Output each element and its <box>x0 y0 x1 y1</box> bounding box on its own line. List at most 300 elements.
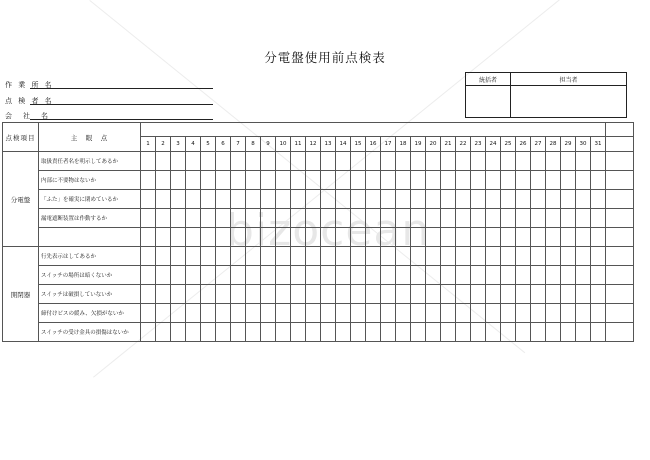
check-cell[interactable] <box>396 304 411 323</box>
check-cell[interactable] <box>426 304 441 323</box>
check-cell[interactable] <box>216 285 231 304</box>
check-cell[interactable] <box>171 323 186 342</box>
check-cell[interactable] <box>411 247 426 266</box>
check-cell[interactable] <box>531 304 546 323</box>
check-cell[interactable] <box>261 285 276 304</box>
check-cell[interactable] <box>216 304 231 323</box>
check-cell[interactable] <box>441 266 456 285</box>
check-cell[interactable] <box>186 209 201 228</box>
check-cell[interactable] <box>246 152 261 171</box>
check-cell[interactable] <box>306 323 321 342</box>
check-cell[interactable] <box>171 304 186 323</box>
check-cell[interactable] <box>276 171 291 190</box>
check-cell[interactable] <box>426 266 441 285</box>
check-cell[interactable] <box>231 266 246 285</box>
check-cell[interactable] <box>546 266 561 285</box>
check-cell[interactable] <box>396 190 411 209</box>
check-cell[interactable] <box>531 209 546 228</box>
check-cell[interactable] <box>531 171 546 190</box>
check-cell[interactable] <box>186 323 201 342</box>
check-cell[interactable] <box>141 152 156 171</box>
check-cell[interactable] <box>531 247 546 266</box>
check-cell[interactable] <box>156 285 171 304</box>
check-cell[interactable] <box>321 266 336 285</box>
check-cell[interactable] <box>351 304 366 323</box>
check-cell[interactable] <box>561 323 576 342</box>
check-cell[interactable] <box>576 171 591 190</box>
check-cell[interactable] <box>516 228 531 247</box>
check-cell[interactable] <box>336 285 351 304</box>
check-cell[interactable] <box>486 209 501 228</box>
check-cell[interactable] <box>456 304 471 323</box>
check-cell[interactable] <box>561 304 576 323</box>
check-cell[interactable] <box>381 190 396 209</box>
check-cell[interactable] <box>216 190 231 209</box>
check-cell[interactable] <box>516 190 531 209</box>
check-cell[interactable] <box>201 323 216 342</box>
check-cell[interactable] <box>441 171 456 190</box>
check-cell[interactable] <box>261 228 276 247</box>
check-cell[interactable] <box>141 285 156 304</box>
check-cell[interactable] <box>501 323 516 342</box>
check-cell[interactable] <box>246 285 261 304</box>
check-cell[interactable] <box>171 190 186 209</box>
check-cell[interactable] <box>156 209 171 228</box>
check-cell[interactable] <box>381 152 396 171</box>
check-cell[interactable] <box>501 228 516 247</box>
check-cell[interactable] <box>216 209 231 228</box>
check-cell[interactable] <box>591 266 606 285</box>
check-cell[interactable] <box>261 266 276 285</box>
check-cell[interactable] <box>261 152 276 171</box>
check-cell[interactable] <box>576 209 591 228</box>
check-cell[interactable] <box>471 171 486 190</box>
check-cell[interactable] <box>186 190 201 209</box>
check-cell[interactable] <box>486 228 501 247</box>
check-cell[interactable] <box>576 266 591 285</box>
check-cell[interactable] <box>366 266 381 285</box>
check-cell[interactable] <box>231 152 246 171</box>
check-cell[interactable] <box>231 323 246 342</box>
check-cell[interactable] <box>561 266 576 285</box>
check-cell[interactable] <box>351 285 366 304</box>
check-cell[interactable] <box>381 171 396 190</box>
check-cell[interactable] <box>456 285 471 304</box>
check-cell[interactable] <box>486 152 501 171</box>
check-cell[interactable] <box>411 209 426 228</box>
check-cell[interactable] <box>381 323 396 342</box>
check-cell[interactable] <box>276 152 291 171</box>
check-cell[interactable] <box>366 247 381 266</box>
check-cell[interactable] <box>306 152 321 171</box>
check-cell[interactable] <box>336 209 351 228</box>
check-cell[interactable] <box>261 209 276 228</box>
check-cell[interactable] <box>366 152 381 171</box>
check-cell[interactable] <box>171 285 186 304</box>
check-cell[interactable] <box>501 171 516 190</box>
check-cell[interactable] <box>411 171 426 190</box>
check-cell[interactable] <box>291 152 306 171</box>
check-cell[interactable] <box>471 152 486 171</box>
check-cell[interactable] <box>591 304 606 323</box>
check-cell[interactable] <box>531 266 546 285</box>
check-cell[interactable] <box>456 323 471 342</box>
check-cell[interactable] <box>501 247 516 266</box>
check-cell[interactable] <box>531 190 546 209</box>
check-cell[interactable] <box>501 209 516 228</box>
check-cell[interactable] <box>366 228 381 247</box>
check-cell[interactable] <box>231 190 246 209</box>
check-cell[interactable] <box>381 247 396 266</box>
approval-stamp-cell[interactable] <box>466 86 511 118</box>
check-cell[interactable] <box>306 190 321 209</box>
check-cell[interactable] <box>561 152 576 171</box>
check-cell[interactable] <box>201 266 216 285</box>
check-cell[interactable] <box>501 266 516 285</box>
check-cell[interactable] <box>456 247 471 266</box>
check-cell[interactable] <box>441 304 456 323</box>
check-cell[interactable] <box>321 171 336 190</box>
check-cell[interactable] <box>516 152 531 171</box>
site-name-field[interactable] <box>30 88 213 89</box>
check-cell[interactable] <box>486 323 501 342</box>
inspector-name-field[interactable] <box>30 104 213 105</box>
check-cell[interactable] <box>546 285 561 304</box>
check-cell[interactable] <box>306 171 321 190</box>
check-cell[interactable] <box>546 247 561 266</box>
check-cell[interactable] <box>456 228 471 247</box>
check-cell[interactable] <box>156 171 171 190</box>
check-cell[interactable] <box>471 285 486 304</box>
check-cell[interactable] <box>261 323 276 342</box>
check-cell[interactable] <box>486 247 501 266</box>
check-cell[interactable] <box>156 323 171 342</box>
check-cell[interactable] <box>246 228 261 247</box>
check-cell[interactable] <box>381 228 396 247</box>
check-cell[interactable] <box>351 152 366 171</box>
check-cell[interactable] <box>291 247 306 266</box>
check-cell[interactable] <box>231 171 246 190</box>
check-cell[interactable] <box>591 171 606 190</box>
check-cell[interactable] <box>426 190 441 209</box>
check-cell[interactable] <box>351 209 366 228</box>
check-cell[interactable] <box>441 209 456 228</box>
check-cell[interactable] <box>366 304 381 323</box>
check-cell[interactable] <box>396 152 411 171</box>
check-cell[interactable] <box>441 152 456 171</box>
check-cell[interactable] <box>561 247 576 266</box>
check-cell[interactable] <box>531 285 546 304</box>
check-cell[interactable] <box>351 323 366 342</box>
check-cell[interactable] <box>186 228 201 247</box>
check-cell[interactable] <box>291 209 306 228</box>
check-cell[interactable] <box>276 304 291 323</box>
check-cell[interactable] <box>201 285 216 304</box>
check-cell[interactable] <box>516 247 531 266</box>
check-cell[interactable] <box>231 304 246 323</box>
check-cell[interactable] <box>291 323 306 342</box>
check-cell[interactable] <box>276 266 291 285</box>
check-cell[interactable] <box>261 190 276 209</box>
check-cell[interactable] <box>501 285 516 304</box>
check-cell[interactable] <box>141 247 156 266</box>
check-cell[interactable] <box>291 228 306 247</box>
check-cell[interactable] <box>171 228 186 247</box>
check-cell[interactable] <box>201 209 216 228</box>
check-cell[interactable] <box>231 209 246 228</box>
check-cell[interactable] <box>396 285 411 304</box>
check-cell[interactable] <box>396 266 411 285</box>
check-cell[interactable] <box>411 228 426 247</box>
check-cell[interactable] <box>201 247 216 266</box>
check-cell[interactable] <box>576 304 591 323</box>
check-cell[interactable] <box>201 152 216 171</box>
check-cell[interactable] <box>291 190 306 209</box>
check-cell[interactable] <box>576 190 591 209</box>
check-cell[interactable] <box>456 152 471 171</box>
check-cell[interactable] <box>336 190 351 209</box>
check-cell[interactable] <box>396 247 411 266</box>
check-cell[interactable] <box>156 304 171 323</box>
check-cell[interactable] <box>396 171 411 190</box>
check-cell[interactable] <box>486 304 501 323</box>
check-cell[interactable] <box>171 266 186 285</box>
check-cell[interactable] <box>366 285 381 304</box>
check-cell[interactable] <box>351 190 366 209</box>
check-cell[interactable] <box>486 171 501 190</box>
check-cell[interactable] <box>336 228 351 247</box>
check-cell[interactable] <box>546 171 561 190</box>
check-cell[interactable] <box>546 152 561 171</box>
check-cell[interactable] <box>321 190 336 209</box>
check-cell[interactable] <box>381 304 396 323</box>
check-cell[interactable] <box>516 266 531 285</box>
check-cell[interactable] <box>336 247 351 266</box>
check-cell[interactable] <box>336 152 351 171</box>
check-cell[interactable] <box>186 266 201 285</box>
check-cell[interactable] <box>486 285 501 304</box>
check-cell[interactable] <box>171 209 186 228</box>
check-cell[interactable] <box>426 171 441 190</box>
check-cell[interactable] <box>381 209 396 228</box>
check-cell[interactable] <box>591 152 606 171</box>
check-cell[interactable] <box>426 209 441 228</box>
check-cell[interactable] <box>486 266 501 285</box>
check-cell[interactable] <box>231 285 246 304</box>
check-cell[interactable] <box>381 285 396 304</box>
check-cell[interactable] <box>396 209 411 228</box>
check-cell[interactable] <box>366 171 381 190</box>
check-cell[interactable] <box>306 228 321 247</box>
check-cell[interactable] <box>426 228 441 247</box>
check-cell[interactable] <box>351 228 366 247</box>
check-cell[interactable] <box>411 323 426 342</box>
check-cell[interactable] <box>261 304 276 323</box>
company-name-field[interactable] <box>30 119 213 120</box>
check-cell[interactable] <box>141 171 156 190</box>
check-cell[interactable] <box>246 190 261 209</box>
check-cell[interactable] <box>291 285 306 304</box>
check-cell[interactable] <box>531 323 546 342</box>
check-cell[interactable] <box>306 209 321 228</box>
check-cell[interactable] <box>411 304 426 323</box>
check-cell[interactable] <box>216 247 231 266</box>
check-cell[interactable] <box>171 247 186 266</box>
check-cell[interactable] <box>216 323 231 342</box>
check-cell[interactable] <box>156 228 171 247</box>
check-cell[interactable] <box>321 228 336 247</box>
check-cell[interactable] <box>141 209 156 228</box>
check-cell[interactable] <box>201 228 216 247</box>
check-cell[interactable] <box>156 152 171 171</box>
check-cell[interactable] <box>561 190 576 209</box>
check-cell[interactable] <box>531 152 546 171</box>
check-cell[interactable] <box>411 152 426 171</box>
check-cell[interactable] <box>591 247 606 266</box>
check-cell[interactable] <box>516 285 531 304</box>
check-cell[interactable] <box>396 228 411 247</box>
check-cell[interactable] <box>261 171 276 190</box>
check-cell[interactable] <box>516 304 531 323</box>
check-cell[interactable] <box>156 266 171 285</box>
check-cell[interactable] <box>456 209 471 228</box>
check-cell[interactable] <box>321 209 336 228</box>
check-cell[interactable] <box>141 266 156 285</box>
check-cell[interactable] <box>276 190 291 209</box>
check-cell[interactable] <box>276 228 291 247</box>
check-cell[interactable] <box>171 152 186 171</box>
check-cell[interactable] <box>456 266 471 285</box>
check-cell[interactable] <box>456 171 471 190</box>
check-cell[interactable] <box>366 323 381 342</box>
check-cell[interactable] <box>141 190 156 209</box>
check-cell[interactable] <box>306 304 321 323</box>
check-cell[interactable] <box>426 247 441 266</box>
check-cell[interactable] <box>246 209 261 228</box>
check-cell[interactable] <box>201 171 216 190</box>
check-cell[interactable] <box>546 228 561 247</box>
check-cell[interactable] <box>471 190 486 209</box>
check-cell[interactable] <box>591 285 606 304</box>
check-cell[interactable] <box>501 304 516 323</box>
check-cell[interactable] <box>441 190 456 209</box>
check-cell[interactable] <box>351 171 366 190</box>
check-cell[interactable] <box>306 247 321 266</box>
check-cell[interactable] <box>336 266 351 285</box>
check-cell[interactable] <box>411 285 426 304</box>
check-cell[interactable] <box>306 266 321 285</box>
check-cell[interactable] <box>336 304 351 323</box>
check-cell[interactable] <box>561 285 576 304</box>
check-cell[interactable] <box>576 323 591 342</box>
check-cell[interactable] <box>546 190 561 209</box>
check-cell[interactable] <box>336 171 351 190</box>
check-cell[interactable] <box>216 228 231 247</box>
check-cell[interactable] <box>321 152 336 171</box>
check-cell[interactable] <box>441 247 456 266</box>
check-cell[interactable] <box>441 228 456 247</box>
check-cell[interactable] <box>576 285 591 304</box>
check-cell[interactable] <box>471 266 486 285</box>
check-cell[interactable] <box>186 247 201 266</box>
check-cell[interactable] <box>471 209 486 228</box>
check-cell[interactable] <box>591 209 606 228</box>
check-cell[interactable] <box>441 285 456 304</box>
check-cell[interactable] <box>411 266 426 285</box>
check-cell[interactable] <box>501 190 516 209</box>
check-cell[interactable] <box>531 228 546 247</box>
check-cell[interactable] <box>591 323 606 342</box>
check-cell[interactable] <box>246 323 261 342</box>
check-cell[interactable] <box>186 285 201 304</box>
check-cell[interactable] <box>321 323 336 342</box>
check-cell[interactable] <box>396 323 411 342</box>
check-cell[interactable] <box>231 228 246 247</box>
check-cell[interactable] <box>366 209 381 228</box>
check-cell[interactable] <box>246 247 261 266</box>
check-cell[interactable] <box>516 323 531 342</box>
check-cell[interactable] <box>186 304 201 323</box>
check-cell[interactable] <box>486 190 501 209</box>
check-cell[interactable] <box>561 171 576 190</box>
check-cell[interactable] <box>321 247 336 266</box>
check-cell[interactable] <box>426 285 441 304</box>
check-cell[interactable] <box>576 247 591 266</box>
check-cell[interactable] <box>141 323 156 342</box>
approval-stamp-cell[interactable] <box>511 86 627 118</box>
check-cell[interactable] <box>156 247 171 266</box>
check-cell[interactable] <box>231 247 246 266</box>
check-cell[interactable] <box>276 323 291 342</box>
check-cell[interactable] <box>501 152 516 171</box>
check-cell[interactable] <box>321 304 336 323</box>
check-cell[interactable] <box>291 304 306 323</box>
check-cell[interactable] <box>171 171 186 190</box>
check-cell[interactable] <box>246 304 261 323</box>
check-cell[interactable] <box>471 304 486 323</box>
check-cell[interactable] <box>336 323 351 342</box>
check-cell[interactable] <box>246 171 261 190</box>
check-cell[interactable] <box>591 190 606 209</box>
check-cell[interactable] <box>561 228 576 247</box>
check-cell[interactable] <box>216 266 231 285</box>
check-cell[interactable] <box>441 323 456 342</box>
check-cell[interactable] <box>291 171 306 190</box>
check-cell[interactable] <box>186 171 201 190</box>
check-cell[interactable] <box>546 323 561 342</box>
check-cell[interactable] <box>366 190 381 209</box>
check-cell[interactable] <box>246 266 261 285</box>
check-cell[interactable] <box>201 304 216 323</box>
check-cell[interactable] <box>276 209 291 228</box>
check-cell[interactable] <box>561 209 576 228</box>
check-cell[interactable] <box>141 228 156 247</box>
check-cell[interactable] <box>201 190 216 209</box>
check-cell[interactable] <box>546 209 561 228</box>
check-cell[interactable] <box>471 228 486 247</box>
check-cell[interactable] <box>576 228 591 247</box>
check-cell[interactable] <box>351 266 366 285</box>
check-cell[interactable] <box>321 285 336 304</box>
check-cell[interactable] <box>426 152 441 171</box>
check-cell[interactable] <box>276 247 291 266</box>
check-cell[interactable] <box>426 323 441 342</box>
check-cell[interactable] <box>306 285 321 304</box>
check-cell[interactable] <box>576 152 591 171</box>
check-cell[interactable] <box>546 304 561 323</box>
check-cell[interactable] <box>591 228 606 247</box>
check-cell[interactable] <box>351 247 366 266</box>
